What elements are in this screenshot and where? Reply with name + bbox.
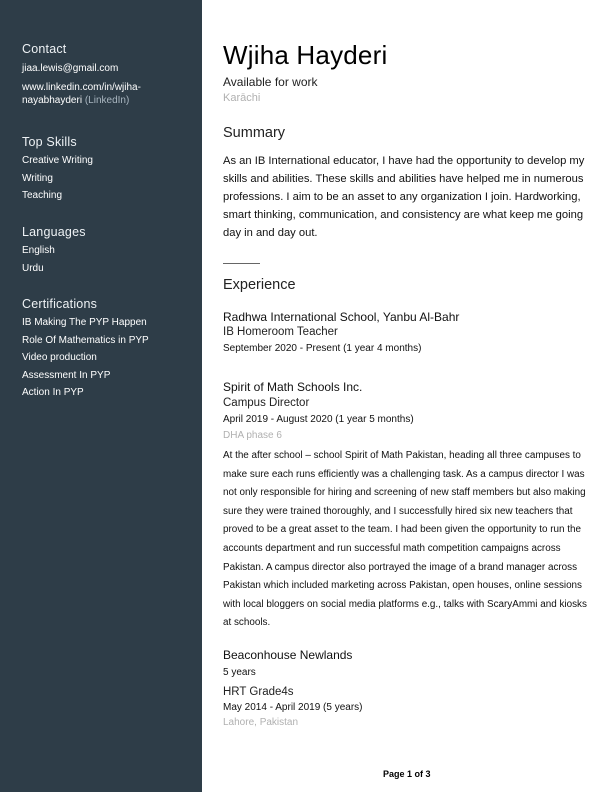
experience-heading: Experience	[223, 277, 296, 293]
job-title: Campus Director	[223, 397, 310, 409]
skill-item: Teaching	[22, 190, 63, 201]
languages-heading: Languages	[22, 225, 86, 239]
linkedin-block	[22, 81, 172, 107]
languages-section	[22, 225, 192, 277]
job-company: Spirit of Math Schools Inc.	[223, 380, 363, 394]
job-title: HRT Grade4s	[223, 686, 294, 698]
sidebar	[0, 0, 202, 792]
job-dates: September 2020 - Present (1 year 4 months)	[223, 343, 422, 354]
certification-item: IB Making The PYP Happen	[22, 317, 147, 328]
top-skills-section	[22, 135, 192, 205]
linkedin-link[interactable]: www.linkedin.com/in/wjiha-nayabhayderi	[22, 82, 141, 106]
job-company: Radhwa International School, Yanbu Al-Bahr	[223, 310, 460, 324]
language-item: Urdu	[22, 262, 44, 274]
job-tenure: 5 years	[223, 667, 256, 678]
job-dates: April 2019 - August 2020 (1 year 5 months)	[223, 414, 414, 425]
summary-text: As an IB International educator, I have had the opportunity to develop my skills and abilities. These skills and abilities have helped me in numerous professions. I aim to be an asset to any organization I join. Hardworking, smart thinking, communication, and consistency are what keep me going day in and day out.	[223, 155, 585, 239]
contact-heading: Contact	[22, 42, 67, 56]
language-item: English	[22, 245, 55, 256]
email-link[interactable]: jiaa.lewis@gmail.com	[22, 63, 119, 74]
certifications-heading: Certifications	[22, 297, 98, 311]
summary-heading: Summary	[223, 125, 286, 141]
job-location: DHA phase 6	[223, 430, 282, 441]
job-location: Lahore, Pakistan	[223, 717, 299, 728]
section-divider	[223, 263, 260, 264]
linkedin-label: (LinkedIn)	[84, 95, 130, 106]
profile-location: Karāchi	[223, 92, 261, 104]
page-number: Page 1 of 3	[383, 769, 431, 779]
profile-headline: Available for work	[223, 75, 318, 89]
skill-item: Writing	[22, 172, 53, 184]
page-footer	[383, 769, 431, 779]
certification-item: Assessment In PYP	[22, 369, 111, 381]
certifications-section	[22, 297, 192, 402]
contact-section	[22, 42, 192, 107]
job-company: Beaconhouse Newlands	[223, 648, 353, 662]
job-description: At the after school – school Spirit of Math Pakistan, heading all three campuses to make sure each runs efficiently was a challenging task. As a campus director I was not only responsible for hiring and screening of new staff members but also making sure they were trained thoroughly, and I successfully hired six new teachers that proved to be a great asset to the team. I had been given the opportunity to run the accounts department and run successful math competition campaigns across Pakistan. A campus director also portrayed the image of a brand manager across Pakistan which included marketing across Pakistan, open houses, online sessions with local bloggers on social media platforms e.g., talks with ScaryAmmi and kiosks at schools.	[223, 450, 587, 629]
certification-item: Action In PYP	[22, 387, 84, 398]
top-skills-heading: Top Skills	[22, 135, 77, 149]
skill-item: Creative Writing	[22, 155, 93, 166]
profile-name: Wjiha Hayderi	[223, 40, 388, 70]
certification-item: Video production	[22, 352, 97, 363]
job-title: IB Homeroom Teacher	[223, 326, 338, 338]
certification-item: Role Of Mathematics in PYP	[22, 334, 149, 346]
job-dates: May 2014 - April 2019 (5 years)	[223, 702, 363, 713]
